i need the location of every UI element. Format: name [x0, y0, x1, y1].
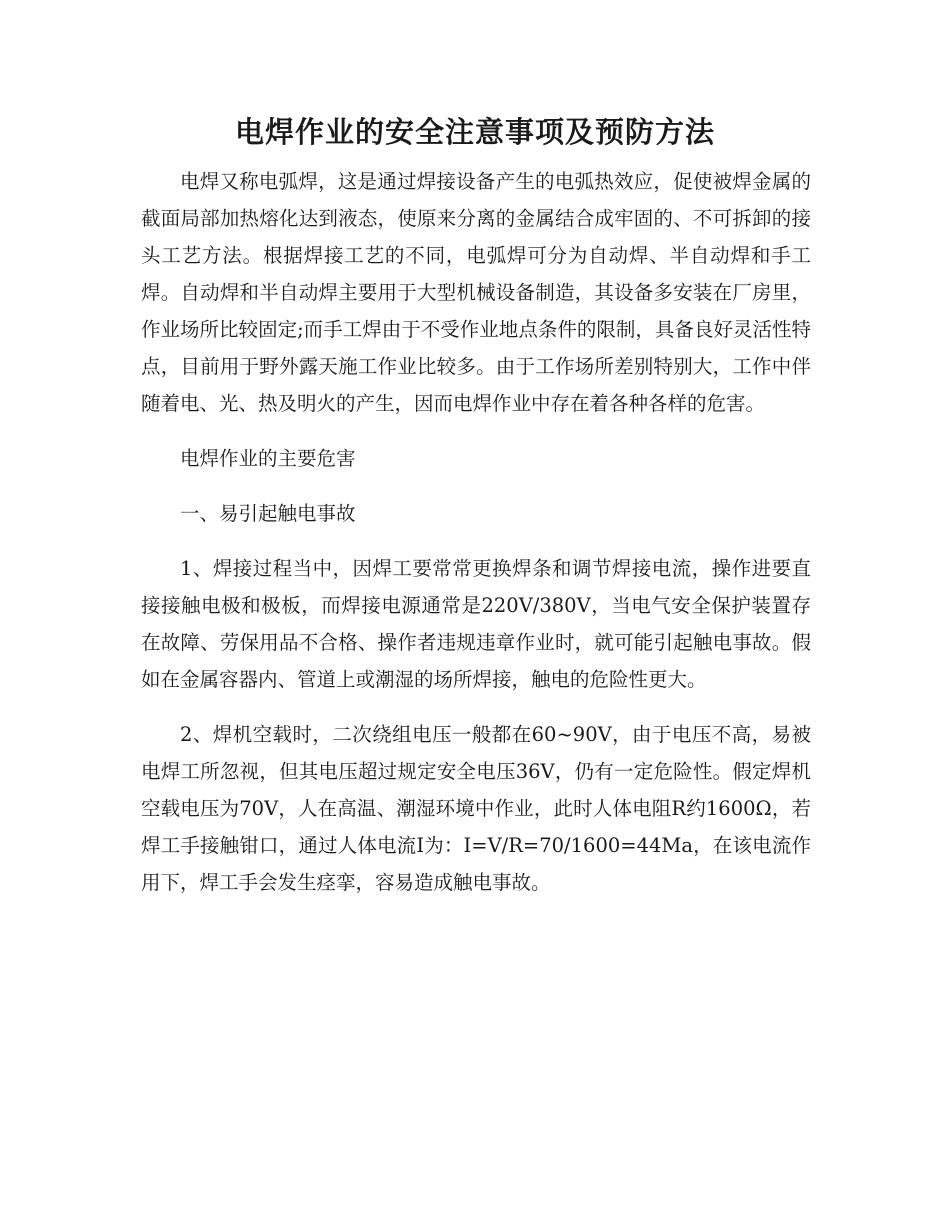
paragraph-spacer	[141, 477, 811, 495]
paragraph-spacer	[141, 698, 811, 716]
paragraph-spacer	[141, 532, 811, 550]
paragraph-spacer	[141, 422, 811, 440]
subsection-heading: 一、易引起触电事故	[180, 502, 356, 525]
document-title: 电焊作业的安全注意事项及预防方法	[234, 115, 715, 149]
hazard-item-1: 1、焊接过程当中，因焊工要常常更换焊条和调节焊接电流，操作进要直接接触电极和极板，而焊接电源通常是220V/380V，当电气安全保护装置存在故障、劳保用品不合格、操作者违规违章作业时，就可能引起触电事故。假如在金属容器内、管道上或潮湿的场所焊接，触电的危险性更大。	[141, 557, 811, 691]
section-heading: 电焊作业的主要危害	[180, 447, 356, 470]
document-body	[141, 163, 811, 901]
intro-paragraph: 电焊又称电弧焊，这是通过焊接设备产生的电弧热效应，促使被焊金属的截面局部加热熔化达到液态，使原来分离的金属结合成牢固的、不可拆卸的接头工艺方法。根据焊接工艺的不同，电弧焊可分为自动焊、半自动焊和手工焊。自动焊和半自动焊主要用于大型机械设备制造，其设备多安装在厂房里，作业场所比较固定;而手工焊由于不受作业地点条件的限制，具备良好灵活性特点，目前用于野外露天施工作业比较多。由于工作场所差别特别大，工作中伴随着电、光、热及明火的产生，因而电焊作业中存在着各种各样的危害。	[141, 170, 811, 415]
hazard-item-2: 2、焊机空载时，二次绕组电压一般都在60~90V，由于电压不高，易被电焊工所忽视，但其电压超过规定安全电压36V，仍有一定危险性。假定焊机空载电压为70V，人在高温、潮湿环境中作业，此时人体电阻R约1600Ω，若焊工手接触钳口，通过人体电流I为：I=V/R=70/1600=44Ma，在该电流作用下，焊工手会发生痉挛，容易造成触电事故。	[141, 723, 811, 894]
